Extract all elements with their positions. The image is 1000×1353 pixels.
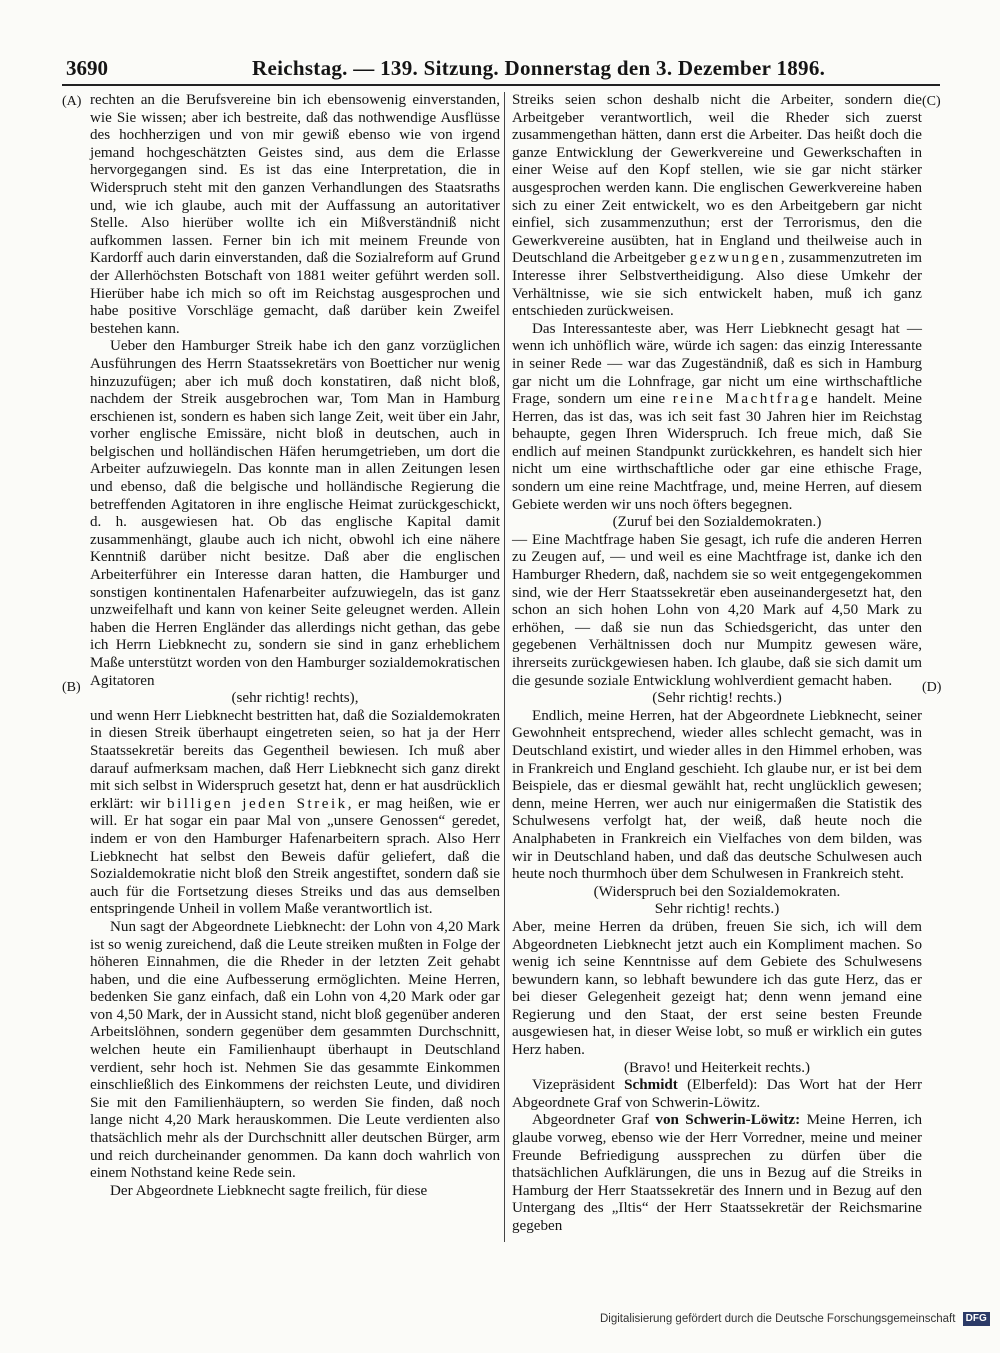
paragraph: Der Abgeordnete Liebknecht sagte freilich, für diese: [110, 1182, 428, 1199]
left-column: [90, 92, 500, 1200]
paragraph: rechten an die Berufsvereine bin ich ebensowenig einverstanden, wie Sie wissen; aber ich bestreite, daß das nothwendige Ausflüsse des hochherzigen und von mir gewiß ebenso wie von irgend jemand hochgeschätzten Geistes sind, aus dem die Erlasse hervorgegangen sind. Es ist das eine Interpretation, die in Widerspruch steht mit den ganzen Verhandlungen des Staatsraths und, wie ich glaube, auch mit der Auffassung an autoritativer Stelle. Also hierüber wollte ich ein Mißverständniß nicht aufkommen lassen. Ferner bin ich mit meinem Freunde von Kardorff auch darin einverstanden, daß die Sozialreform auf Grund der Allerhöchsten Botschaft von 1881 weiter geführt werden soll. Hierüber habe ich mich so oft im Reichstag ausgesprochen und habe positive Vorschläge gemacht, daß darüber kein Zweifel bestehen kann.: [90, 92, 500, 337]
paragraph: Aber, meine Herren da drüben, freuen Sie sich, ich will dem Abgeordneten Liebknecht jetzt auch ein Kompliment machen. So wenig ich seine Kenntnisse auf dem Gebiete des Schulwesens bewundern kann, so lebhaft bewundere ich das gute Herz, das er bei dieser Gelegenheit gezeigt hat; denn wenn jemand eine Regierung und den Staat, der erst seine besten Freunde ausgewiesen hat, in dieser Weise lobt, so muß er wirklich ein gutes Herz haben.: [512, 918, 922, 1059]
footer: [600, 1312, 987, 1332]
margin-marker-d: (D): [922, 680, 942, 695]
paragraph: — Eine Machtfrage haben Sie gesagt, ich rufe die anderen Herren zu Zeugen auf, — und weil es eine Machtfrage ist, danke ich den Hamburger Rhedern, daß, nachdem sie so weit entgegengekommen sind, wie der Herr Staatssekretär eben auseinandergesetzt hat, den schon an sich hohen Lohn von 4,20 Mark auf 4,50 Mark zu erhöhen, — daß sie nun das Schiedsgericht, das unter den gegebenen Verhältnissen doch nur Mumpitz gewesen wäre, ihrerseits zurückgewiesen haben. Ich glaube, daß sie sich damit um die gesunde soziale Entwicklung wohlverdient gemacht haben.: [512, 531, 922, 689]
paragraph: [512, 92, 922, 321]
paragraph-text: , er mag heißen, wie er will. Er hat sogar ein paar Mal von „unsere Genossen“ geredet, indem er von den Hamburger Hafenarbeitern sprach. Also Herr Liebknecht hat selbst den Beweis dafür geliefert, daß die Sozialdemokratie nicht bloß den Streik angestiftet, sondern daß sie auch für die Fortsetzung dieses Streiks und das aus demselben entspringende Unheil in vollem Maße verantwortlich ist.: [90, 795, 500, 918]
page-header: [62, 48, 940, 82]
interjection: (sehr richtig! rechts),: [231, 690, 359, 707]
paragraph-text: , zusammenzutreten im Interesse ihrer Selbstvertheidigung. Also diese Umkehr der Verhältnisse, wie sie sich entwickelt haben, muß ich ganz entschieden zurückweisen.: [512, 250, 922, 320]
paragraph: [512, 321, 922, 515]
paragraph: Endlich, meine Herren, hat der Abgeordnete Liebknecht, seiner Gewohnheit entsprechend, wieder alles schlecht gemacht, was in Deutschland existirt, und wieder alles in den Himmel erhoben, was in Frankreich und England geschieht. Ich glaube nur, er ist bei dem Beispiele, das er diesmal gewählt hat, recht unglücklich gewesen; denn, meine Herren, wer auch nur einigermaßen die Statistik des Schulwesens verfolgt hat, der weiß, daß heute noch die Analphabeten in Frankreich ein Vielfaches von dem bilden, was wir in Deutschland haben, und daß das deutsche Schulwesen auch heute noch thurmhoch über dem Schulwesen in Frankreich steht.: [512, 707, 922, 883]
margin-marker-b: (B): [62, 680, 81, 695]
paragraph-text: Meine Herren, ich glaube vorweg, ebenso wie der Herr Vorredner, meine und meiner Freunde Befriedigung aussprechen zu dürfen über die thatsächlichen Aufklärungen, die uns in Bezug auf die Streiks in Hamburg der Herr Staatssekretär des Innern und in Bezug auf den Untergang des „Iltis“ der Herr Staatssekretär der Reichsmarine gegeben: [512, 1112, 923, 1234]
header-rule: [62, 84, 940, 86]
interjection: Sehr richtig! rechts.): [654, 901, 780, 918]
paragraph-text: handelt. Meine Herren, das ist das, was ich seit fast 30 Jahren hier im Reichstag behaupte, gegen Ihren Widerspruch. Ich freue mich, daß Sie endlich auf meinen Standpunkt zurückkehren, es handelt sich hier nicht um eine wirthschaftliche oder gar eine ethische Frage, sondern um eine reine Machtfrage, und, meine Herren, auf diesem Gebiete werden wir uns noch öfters begegnen.: [512, 391, 922, 513]
paragraph: [512, 1077, 922, 1112]
paragraph: Ueber den Hamburger Streik habe ich den ganz vorzüglichen Ausführungen des Herrn Staatssekretärs von Boetticher nur wenig hinzuzufügen; aber ich muß doch konstatiren, daß nicht bloß, nachdem der Streik ausgebrochen war, Tom Man in Hamburg erschienen ist, sondern es haben sich lange Zeit, weit über ein Jahr, vorher englische Emissäre, nicht bloß in deutschen, auch in belgischen und holländischen Häfen herumgetrieben, um dort die Arbeiter aufzuwiegeln. Das konnte man in allen Zeitungen lesen und ebenso, daß die belgische und holländische Regierung die betreffenden Agitatoren in ihre englische Heimat zurückgeschickt, d. h. ausgewiesen hat. Ob das englische Kapital damit zusammenhängt, glaube auch ich nicht, obwohl ich eine nähere Kenntniß darüber nicht besitze. Daß aber die englischen Arbeiterführer ein Interesse daran hatten, die Hamburger und sonstigen kontinentalen Hafenarbeiter aufzuwiegeln, das ist ganz unzweifelhaft und kann von keiner Seite geleugnet werden. Allein haben die Herren Engländer das allerdings nicht gethan, das gebe ich Herrn Liebknecht zu, sondern sie sind in ganz erheblichem Maße unterstützt worden von den Hamburger sozialdemokratischen Agitatoren: [90, 338, 500, 689]
interjection: (Bravo! und Heiterkeit rechts.): [623, 1059, 811, 1076]
speaker-name: von Schwerin-Löwitz:: [655, 1112, 801, 1129]
footer-text: Digitalisierung gefördert durch die Deutsche Forschungsgemeinschaft: [600, 1313, 956, 1326]
spaced-emphasis: reine Machtfrage: [672, 391, 821, 408]
paragraph-text: Abgeordneter Graf: [532, 1112, 650, 1129]
interjection: (Widerspruch bei den Sozialdemokraten.: [593, 883, 841, 900]
paragraph-text: Vizepräsident: [532, 1077, 615, 1094]
page-number: 3690: [66, 56, 108, 80]
margin-marker-a: (A): [62, 94, 82, 109]
paragraph-text: Das Interessanteste aber, was Herr Liebknecht gesagt hat — wenn ich unhöflich wäre, würde ich sagen: das einzig Interessante in seiner Rede — war das Zugeständniß, daß es sich in Hamburg gar nicht um die Lohnfrage, gar nicht um eine wirthschaftliche Frage, sondern um eine: [512, 320, 922, 408]
interjection: (Zuruf bei den Sozialdemokraten.): [612, 514, 822, 531]
running-title: Reichstag. — 139. Sitzung. Donnerstag den 3. Dezember 1896.: [252, 56, 826, 80]
spaced-emphasis: gezwungen: [689, 250, 781, 267]
speaker-name: Schmidt: [624, 1077, 678, 1094]
interjection: (Sehr richtig! rechts.): [652, 690, 782, 707]
spaced-emphasis: billigen jeden Streik: [167, 795, 348, 812]
paragraph: [90, 708, 500, 919]
paragraph-text: Streiks seien schon deshalb nicht die Arbeiter, sondern die Arbeitgeber verantwortlich, weil die Rheder sich zuerst zusammengethan hätten, dann erst die Arbeiter. Das heißt doch die ganze Entwicklung der Gewerkvereine und Gewerkschaften in einer Weise auf den Kopf stellen, wie sie gar nicht stärker ausgesprochen werden kann. Die englischen Gewerkvereine haben sich zu einer Zeit entwickelt, wo es den Arbeitgebern gar nicht einfiel, sich zusammenzuthun; erst der Terrorismus, den die Gewerkvereine ausübten, hat in England und theilweise auch in Deutschland die Arbeitgeber: [512, 92, 922, 267]
paragraph-text: (Elberfeld): Das Wort hat der Herr Abgeordnete Graf von Schwerin-Löwitz.: [512, 1077, 922, 1111]
paragraph: [512, 1112, 922, 1235]
paragraph: Nun sagt der Abgeordnete Liebknecht: der Lohn von 4,20 Mark ist so wenig zureichend, daß die Leute streiken mußten in Folge der höheren Einnahmen, die die Rheder in der letzten Zeit gehabt haben, und die eine Aufbesserung ermöglichten. Meine Herren, bedenken Sie ganz einfach, daß ein Lohn von 4,20 Mark oder gar von 4,50 Mark, der in Aussicht stand, nicht bloß gegenüber anderen Arbeitslöhnen, sondern gegenüber dem gesammten Durchschnitt, welchen heute ein Familienhaupt überhaupt in Deutschland verdient, sehr hoch ist. Nehmen Sie das gesammte Einkommen einschließlich des Einkommens der reichsten Leute, und dividiren Sie mit den Familienhäuptern, so werden Sie finden, daß noch lange nicht 4,20 Mark herauskommen. Die Leute verdienten also thatsächlich mehr als der Durchschnitt aller deutschen Bürger, arm und reich durcheinander genommen. Da kann doch wahrlich von einem Nothstand keine Rede sein.: [90, 918, 500, 1182]
paragraph-text: und wenn Herr Liebknecht bestritten hat, daß die Sozialdemokraten in diesen Streik überhaupt eingetreten seien, so hat ja der Herr Staatssekretär bereits das Gegentheil bewiesen. Ich muß aber darauf aufmerksam machen, daß Herr Liebknecht sich ganz direkt mit sich selbst in Widerspruch gesetzt hat, denn er hat ausdrücklich erklärt: wir: [90, 707, 500, 812]
column-divider: [504, 92, 505, 1242]
right-column: [512, 92, 922, 1236]
margin-marker-c: (C): [922, 94, 941, 109]
dfg-logo-icon: DFG: [963, 1312, 990, 1326]
